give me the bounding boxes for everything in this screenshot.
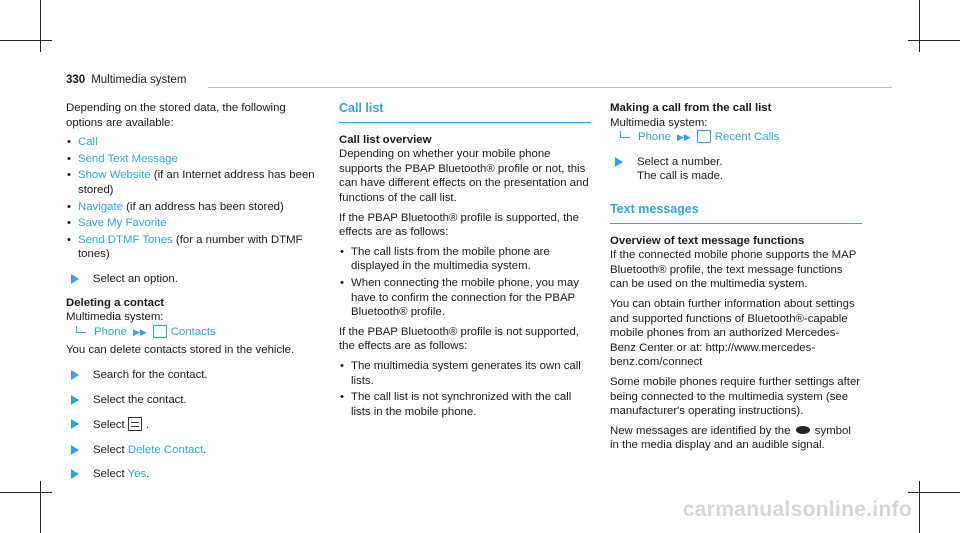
step: Select an option.	[66, 272, 318, 287]
crop-mark	[919, 481, 920, 533]
header-rule	[208, 87, 892, 88]
chevron-double-icon: ▶▶	[676, 132, 691, 143]
section-title-call-list: Call list	[339, 101, 591, 123]
crop-mark	[908, 492, 960, 493]
option-send-dtmf[interactable]: Send DTMF Tones	[78, 233, 173, 246]
step: Search for the contact.	[66, 368, 318, 383]
options-list	[66, 135, 318, 262]
step: Select the contact.	[66, 393, 318, 408]
step: Select .	[66, 417, 318, 433]
column-left	[66, 101, 318, 491]
call-system: Multimedia system:	[610, 116, 708, 129]
option-send-text[interactable]: Send Text Message	[78, 152, 178, 165]
list-item: • The multimedia system generates its own call lists.	[339, 359, 591, 388]
phone-icon	[697, 130, 711, 143]
path-phone[interactable]: Phone	[94, 325, 127, 338]
column-right	[610, 101, 862, 458]
list-item	[66, 152, 318, 167]
list-item: • The call list is not synchronized with the call lists in the mobile phone.	[339, 390, 591, 419]
list-item: • The call lists from the mobile phone are displayed in the multimedia system.	[339, 245, 591, 274]
supported-list	[339, 245, 591, 320]
list-item: • Send DTMF Tones (for a number with DTMF tones)	[66, 233, 318, 262]
path-recent-calls[interactable]: Recent Calls	[714, 131, 780, 144]
option-save-favorite[interactable]: Save My Favorite	[78, 217, 167, 230]
menu-path	[66, 325, 318, 340]
step: Select a number. The call is made.	[610, 155, 862, 184]
overview-heading: Call list overview	[339, 133, 432, 146]
step-arrow-icon	[71, 469, 79, 479]
menu-path	[610, 130, 862, 145]
list-item: • Navigate (if an address has been stored)	[66, 200, 318, 215]
message-icon	[796, 426, 810, 434]
crop-mark	[40, 0, 41, 52]
path-hook-icon	[620, 131, 630, 138]
list-item: • When connecting the mobile phone, you may have to confirm the connection for the PBAP Bluetooth® profile.	[339, 276, 591, 320]
option-navigate[interactable]: Navigate	[78, 200, 123, 213]
step-arrow-icon	[71, 274, 79, 284]
menu-icon	[128, 417, 142, 431]
unsupported-list	[339, 359, 591, 419]
delete-contact-link[interactable]: Delete Contact	[127, 443, 204, 456]
crop-mark	[0, 492, 52, 493]
new-message-text: New messages are identified by the symbol in the media display and an audible signal.	[610, 424, 851, 452]
step-arrow-icon	[615, 157, 623, 167]
unsupported-text: If the PBAP Bluetooth® profile is not supported, the effects are as follows:	[339, 325, 579, 353]
path-hook-icon	[76, 326, 86, 333]
delete-system: Multimedia system:	[66, 311, 164, 324]
step-arrow-icon	[71, 419, 79, 429]
supported-text: If the PBAP Bluetooth® profile is supported, the effects are as follows:	[339, 211, 579, 239]
watermark: carmanualsonline.info	[682, 498, 912, 521]
list-item: • Show Website (if an Internet address has been stored)	[66, 168, 318, 197]
option-call[interactable]: Call	[78, 136, 98, 149]
page-header	[66, 73, 186, 88]
crop-mark	[919, 0, 920, 52]
delete-text: You can delete contacts stored in the vehicle.	[66, 344, 295, 357]
functions-text: If the connected mobile phone supports the MAP Bluetooth® profile, the text message functions can be used on the multimedia system.	[610, 249, 857, 291]
step-result: The call is made.	[637, 170, 724, 183]
step-arrow-icon	[71, 445, 79, 455]
path-contacts[interactable]: Contacts	[170, 325, 216, 338]
list-item	[66, 216, 318, 231]
section-title-text-messages: Text messages	[610, 202, 862, 224]
step-arrow-icon	[71, 395, 79, 405]
crop-mark	[0, 40, 52, 41]
call-heading: Making a call from the call list	[610, 102, 772, 114]
chevron-double-icon: ▶▶	[132, 326, 147, 337]
step-arrow-icon	[71, 370, 79, 380]
list-item	[66, 135, 318, 150]
delete-heading: Deleting a contact	[66, 296, 165, 309]
functions-heading: Overview of text message functions	[610, 234, 805, 247]
step: Select Yes.	[66, 467, 318, 482]
step: Select Delete Contact.	[66, 443, 318, 458]
options-intro: Depending on the stored data, the following options are available:	[66, 102, 286, 129]
info-text: You can obtain further information about settings and supported functions of Bluetooth®-capable mobile phones from an authorized Mercedes-Benz Center or at: http://www.mercedes-benz.com/connect	[610, 297, 855, 369]
page-title: Multimedia system	[91, 74, 187, 86]
path-phone[interactable]: Phone	[638, 131, 671, 144]
settings-text: Some mobile phones require further settings after being connected to the multimedia system (see manufacturer's operating instructions).	[610, 375, 861, 418]
column-middle	[339, 101, 591, 424]
page-number: 330	[66, 74, 86, 86]
yes-link[interactable]: Yes	[127, 468, 147, 481]
overview-text: Depending on whether your mobile phone supports the PBAP Bluetooth® profile or not, this can have different effects on the presentation and functions of the call list.	[339, 148, 589, 204]
crop-mark	[908, 40, 960, 41]
search-icon	[153, 325, 167, 338]
crop-mark	[40, 481, 41, 533]
option-show-website[interactable]: Show Website	[78, 169, 151, 182]
